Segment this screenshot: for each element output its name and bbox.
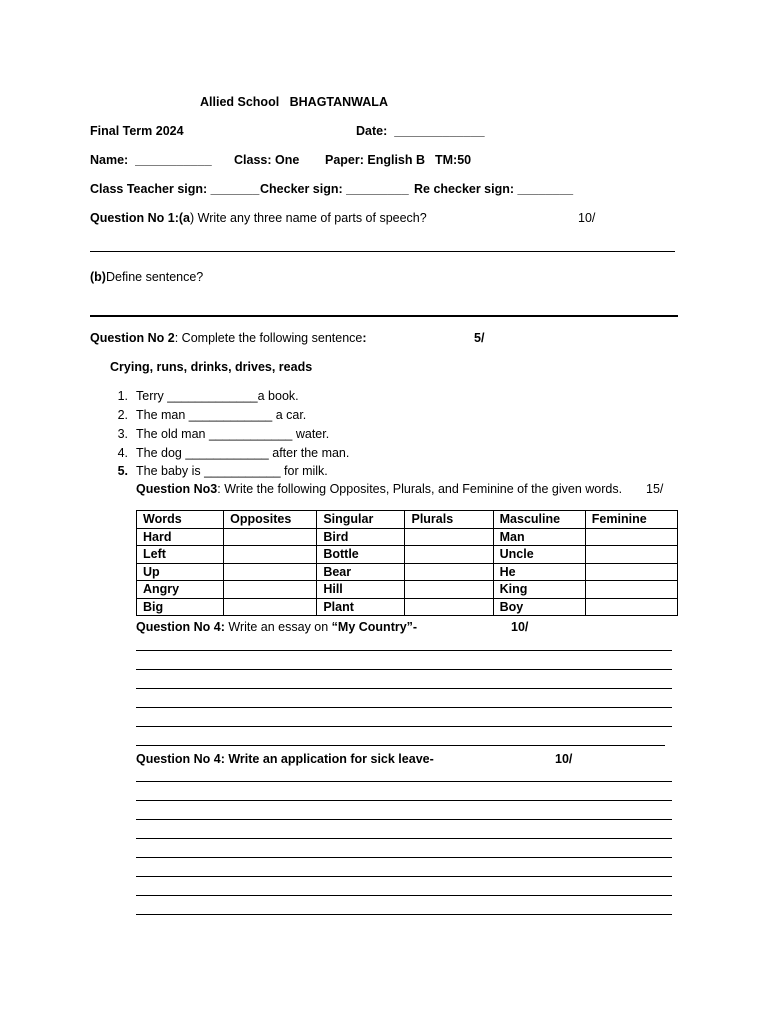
table-cell: Boy xyxy=(493,598,585,616)
name-label: Name: xyxy=(90,153,129,167)
answer-line xyxy=(136,669,672,670)
list-number: 4. xyxy=(117,446,128,460)
answer-line xyxy=(136,857,672,858)
question-4 xyxy=(136,620,417,634)
table-header: Singular xyxy=(317,511,405,529)
table-cell: Man xyxy=(493,528,585,546)
question-2 xyxy=(90,331,367,345)
table-cell: Hill xyxy=(317,581,405,599)
table-cell[interactable] xyxy=(585,546,677,564)
table-cell[interactable] xyxy=(585,528,677,546)
answer-line xyxy=(136,876,672,877)
list-item xyxy=(106,389,299,403)
answer-line xyxy=(136,745,665,746)
table-cell[interactable] xyxy=(405,528,493,546)
question-4-text: Write an essay on xyxy=(224,620,332,634)
question-3-text: : Write the following Opposites, Plurals, and Feminine of the given words. xyxy=(217,482,623,496)
school-name: Allied School xyxy=(200,95,280,109)
answer-line xyxy=(136,726,672,727)
table-cell: Uncle xyxy=(493,546,585,564)
total-marks-label: TM:50 xyxy=(435,153,472,167)
table-row xyxy=(137,581,678,599)
table-cell: Hard xyxy=(137,528,224,546)
answer-line xyxy=(136,781,672,782)
question-3-label: Question No3 xyxy=(136,482,218,496)
list-item-text: The man ____________ a car. xyxy=(136,408,307,422)
question-5-marks: 10/ xyxy=(555,752,573,766)
answer-line xyxy=(136,838,672,839)
table-cell[interactable] xyxy=(585,598,677,616)
school-title xyxy=(200,95,388,109)
list-item xyxy=(106,464,328,478)
answer-line xyxy=(90,251,675,252)
table-cell[interactable] xyxy=(224,563,317,581)
table-row xyxy=(137,546,678,564)
list-item-text: The dog ____________ after the man. xyxy=(136,446,350,460)
answer-line xyxy=(90,315,678,317)
list-item-text: The old man ____________ water. xyxy=(136,427,330,441)
answer-line xyxy=(136,819,672,820)
table-header: Feminine xyxy=(585,511,677,529)
table-cell: King xyxy=(493,581,585,599)
table-cell[interactable] xyxy=(224,598,317,616)
answer-line xyxy=(136,688,672,689)
table-cell[interactable] xyxy=(405,598,493,616)
question-2-label: Question No 2 xyxy=(90,331,175,345)
name-field xyxy=(90,153,212,167)
list-number: 2. xyxy=(117,408,128,422)
table-cell: Big xyxy=(137,598,224,616)
table-header: Words xyxy=(137,511,224,529)
name-blank: ___________ xyxy=(135,153,212,167)
term-label: Final Term 2024 xyxy=(90,124,184,138)
question-1b xyxy=(90,270,203,284)
word-bank: Crying, runs, drinks, drives, reads xyxy=(110,360,313,374)
table-cell[interactable] xyxy=(585,581,677,599)
question-1-marks: 10/ xyxy=(578,211,596,225)
question-4-topic: “My Country”- xyxy=(331,620,418,634)
date-blank: _____________ xyxy=(394,124,485,138)
words-table xyxy=(136,510,678,616)
table-cell: Bottle xyxy=(317,546,405,564)
answer-line xyxy=(136,650,672,651)
table-cell[interactable] xyxy=(405,581,493,599)
question-2-marks: 5/ xyxy=(474,331,485,345)
list-number: 5. xyxy=(117,464,128,478)
question-1a xyxy=(90,211,427,225)
checker-sign: Checker sign: _________ xyxy=(260,182,409,196)
paper-label: Paper: English B xyxy=(325,153,426,167)
answer-line xyxy=(136,707,672,708)
answer-line xyxy=(136,895,672,896)
question-2-colon: : xyxy=(362,331,367,345)
table-cell[interactable] xyxy=(405,563,493,581)
list-item xyxy=(106,408,306,422)
table-header-row xyxy=(137,511,678,529)
answer-line xyxy=(136,914,672,915)
table-cell[interactable] xyxy=(405,546,493,564)
table-cell: Bird xyxy=(317,528,405,546)
list-number: 3. xyxy=(117,427,128,441)
answer-line xyxy=(136,800,672,801)
class-teacher-sign: Class Teacher sign: _______ xyxy=(90,182,260,196)
question-1a-text: ) Write any three name of parts of speech? xyxy=(190,211,427,225)
table-cell[interactable] xyxy=(224,581,317,599)
question-4-marks: 10/ xyxy=(511,620,529,634)
table-cell: Bear xyxy=(317,563,405,581)
date-field xyxy=(356,124,485,138)
table-cell[interactable] xyxy=(585,563,677,581)
table-header: Plurals xyxy=(405,511,493,529)
list-item-text: Terry _____________a book. xyxy=(136,389,299,403)
table-cell: Angry xyxy=(137,581,224,599)
table-cell: Left xyxy=(137,546,224,564)
table-cell: He xyxy=(493,563,585,581)
question-3 xyxy=(136,482,622,496)
table-cell[interactable] xyxy=(224,546,317,564)
table-cell: Plant xyxy=(317,598,405,616)
list-item-text: The baby is ___________ for milk. xyxy=(136,464,328,478)
table-row xyxy=(137,563,678,581)
question-1b-text: Define sentence? xyxy=(105,270,204,284)
question-1-label: Question No 1:(a xyxy=(90,211,191,225)
list-number: 1. xyxy=(117,389,128,403)
school-city: BHAGTANWALA xyxy=(289,95,388,109)
table-cell[interactable] xyxy=(224,528,317,546)
table-row xyxy=(137,528,678,546)
question-5: Question No 4: Write an application for sick leave- xyxy=(136,752,434,766)
date-label: Date: xyxy=(356,124,388,138)
table-header: Masculine xyxy=(493,511,585,529)
table-row xyxy=(137,598,678,616)
question-3-marks: 15/ xyxy=(646,482,664,496)
list-item xyxy=(106,427,329,441)
question-4-label: Question No 4: xyxy=(136,620,225,634)
table-header: Opposites xyxy=(224,511,317,529)
list-item xyxy=(106,446,349,460)
question-1b-label: (b) xyxy=(90,270,106,284)
class-label: Class: One xyxy=(234,153,300,167)
question-2-text: : Complete the following sentence xyxy=(174,331,363,345)
rechecker-sign: Re checker sign: ________ xyxy=(414,182,574,196)
table-cell: Up xyxy=(137,563,224,581)
